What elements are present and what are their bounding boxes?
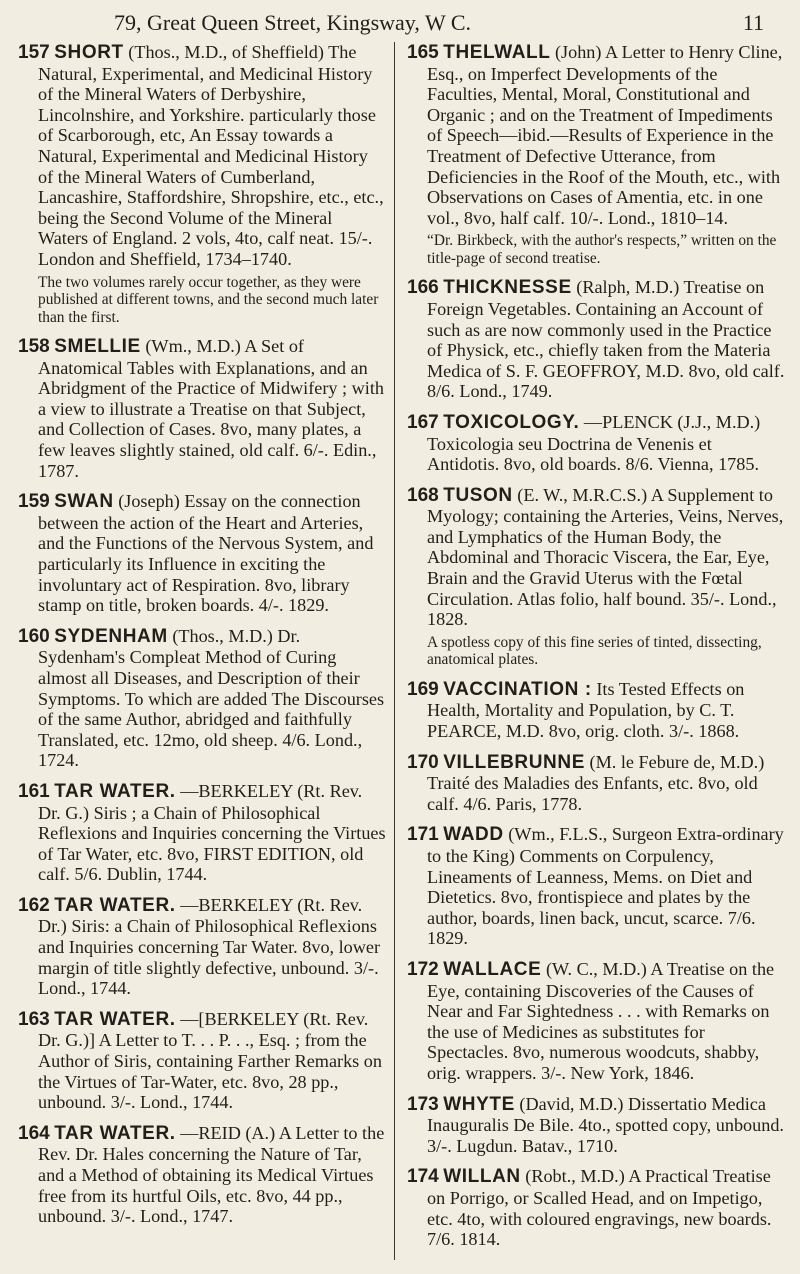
- entry-body: [18, 1009, 386, 1113]
- catalogue-entry: [18, 491, 386, 616]
- entry-number: 164: [18, 1122, 50, 1144]
- entry-name: TAR WATER.: [54, 780, 176, 802]
- entry-name: SYDENHAM: [54, 625, 168, 647]
- entry-body: [18, 781, 386, 885]
- entry-body: [18, 491, 386, 616]
- catalogue-entry: [18, 895, 386, 999]
- catalogue-entry: [407, 485, 786, 669]
- entry-description: (John) A Letter to Henry Cline, Esq., on Imperfect Developments of the Faculties, Mental, Moral, Constitutional and Organic ; and on the Treatment of Impediments of Speech—ibid.—Results of Experience in the Treatment of Defective Utterance, from Deficiencies in the Roof of the Mouth, etc., with Observations on Cases of Amentia, etc. in one vol., 8vo, half calf. 10/-. Lond., 1810–14.: [427, 42, 783, 228]
- catalogue-entry: [18, 336, 386, 481]
- page-number: 11: [742, 10, 764, 35]
- entry-name: SHORT: [54, 42, 124, 63]
- catalogue-entry: [407, 959, 786, 1084]
- entry-description: —BERKELEY (Rt. Rev. Dr.) Siris: a Chain of Philosophical Reflexions and Inquiries concerning Tar Water. 8vo, lower margin of title slightly defective, unbound. 3/-. Lond., 1744.: [38, 894, 381, 999]
- entry-body: [407, 959, 786, 1084]
- entry-description: (W. C., M.D.) A Treatise on the Eye, containing Discoveries of the Causes of Near and Far Sightedness . . . with Remarks on the use of Medicines as substitutes for Spectacles. 8vo, numerous woodcuts, shabby, orig. wrappers. 3/-. New York, 1846.: [427, 958, 775, 1083]
- catalogue-entry: [407, 1094, 786, 1157]
- entry-body: [407, 1094, 786, 1157]
- entry-description: (Joseph) Essay on the connection between the action of the Heart and Arteries, and the Functions of the Nervous System, and particularly its Influence in exciting the involuntary act of Respiration. 8vo, library stamp on title, broken boards. 4/-. 1829.: [38, 491, 374, 616]
- entry-name: THICKNESSE: [443, 277, 572, 299]
- catalogue-entry: [18, 42, 386, 326]
- entry-description: —BERKELEY (Rt. Rev. Dr. G.) Siris ; a Chain of Philosophical Reflexions and Inquiries concerning the Virtues of Tar Water, etc. 8vo, FIRST EDITION, old calf. 5/6. Dublin, 1744.: [38, 780, 386, 885]
- catalogue-entry: [407, 412, 786, 475]
- entry-description: —PLENCK (J.J., M.D.) Toxicologia seu Doctrina de Venenis et Antidotis. 8vo, old boards. 8/6. Vienna, 1785.: [427, 411, 761, 475]
- entry-number: 171: [407, 824, 439, 846]
- catalogue-entry: [407, 679, 786, 742]
- catalogue-columns: [18, 42, 786, 1260]
- entry-number: 169: [407, 678, 439, 700]
- entry-name: WHYTE: [443, 1093, 515, 1115]
- entry-description: (Robt., M.D.) A Practical Treatise on Porrigo, or Scalled Head, and on Impetigo, etc. 4to, with coloured engravings, new boards. 7/6. 1814.: [427, 1166, 772, 1250]
- entry-number: 157: [18, 42, 50, 63]
- entry-number: 168: [407, 484, 439, 506]
- entry-number: 158: [18, 336, 50, 358]
- catalogue-entry: [18, 1123, 386, 1227]
- entry-body: [407, 412, 786, 475]
- entry-name: WALLACE: [443, 958, 542, 980]
- entry-number: 159: [18, 491, 50, 513]
- catalogue-entry: [18, 1009, 386, 1113]
- entry-number: 162: [18, 894, 50, 916]
- entry-description: —[BERKELEY (Rt. Rev. Dr. G.)] A Letter to T. . . P. . ., Esq. ; from the Author of Siris, containing Farther Remarks on the Virtues of Tar-Water, etc. 8vo, 28 pp., unbound. 3/-. Lond., 1744.: [38, 1008, 382, 1113]
- entry-description: Its Tested Effects on Health, Mortality and Population, by C. T. PEARCE, M.D. 8vo, orig. cloth. 3/-. 1868.: [427, 678, 745, 742]
- entry-number: 160: [18, 625, 50, 647]
- catalogue-entry: [407, 752, 786, 815]
- entry-body: [18, 42, 386, 270]
- catalogue-entry: [407, 277, 786, 402]
- left-column: [18, 42, 394, 1260]
- entry-name: TOXICOLOGY.: [443, 411, 580, 433]
- entry-name: VILLEBRUNNE: [443, 751, 585, 773]
- entry-number: 163: [18, 1008, 50, 1030]
- entry-description: (Ralph, M.D.) Treatise on Foreign Vegetables. Containing an Account of such as are now commonly used in the Practice of Physick, etc., chiefly taken from the Materia Medica of S. F. GEOFFROY, M.D. 8vo, old calf. 8/6. Lond., 1749.: [427, 277, 785, 402]
- entry-number: 161: [18, 780, 50, 802]
- catalogue-entry: [18, 781, 386, 885]
- entry-body: [407, 679, 786, 742]
- catalogue-entry: [407, 824, 786, 949]
- entry-name: SMELLIE: [54, 336, 141, 358]
- entry-body: [407, 1166, 786, 1249]
- entry-description: (E. W., M.R.C.S.) A Supplement to Myology; containing the Arteries, Veins, Nerves, and Lymphatics of the Human Body, the Abdominal and Thoracic Viscera, the Ear, Eye, Brain and the Gravid Uterus with the Fœtal Circulation. Atlas folio, half bound. 35/-. Lond., 1828.: [427, 484, 784, 630]
- entry-body: [407, 752, 786, 815]
- entry-name: TAR WATER.: [54, 1008, 176, 1030]
- entry-name: TAR WATER.: [54, 894, 176, 916]
- entry-number: 172: [407, 958, 439, 980]
- entry-name: THELWALL: [443, 42, 551, 63]
- entry-description: (Thos., M.D., of Sheffield) The Natural, Experimental, and Medicinal History of the Mineral Waters of Derbyshire, Lincolnshire, and Yorkshire. particularly those of Scarborough, etc, An Essay towards a Natural, Experimental and Medicinal History of the Mineral Waters of Cumberland, Lancashire, Staffordshire, Shropshire, etc., etc., being the Second Volume of the Mineral Waters of England. 2 vols, 4to, calf neat. 15/-. London and Sheffield, 1734–1740.: [38, 42, 384, 269]
- entry-name: TUSON: [443, 484, 513, 506]
- page-header: [18, 10, 786, 36]
- entry-description: (David, M.D.) Dissertatio Medica Inauguralis De Bile. 4to., spotted copy, unbound. 3/-. Lugdun. Batav., 1710.: [427, 1093, 784, 1156]
- entry-description: (M. le Febure de, M.D.) Traité des Maladies des Enfants, etc. 8vo, old calf. 4/6. Paris, 1778.: [427, 751, 765, 814]
- entry-name: SWAN: [54, 491, 114, 513]
- entry-name: TAR WATER.: [54, 1122, 176, 1144]
- entry-note: The two volumes rarely occur together, as they were published at different towns, and the second much later than the first.: [38, 273, 379, 326]
- entry-number: 170: [407, 751, 439, 773]
- entry-description: (Wm., M.D.) A Set of Anatomical Tables with Explanations, and an Abridgment of the Practice of Midwifery ; with a view to illustrate a Treatise on that Subject, and Collection of Cases. 8vo, many plates, a few leaves slightly stained, old calf. 6/-. Edin., 1787.: [38, 336, 384, 481]
- entry-description: (Wm., F.L.S., Surgeon Extra-ordinary to the King) Comments on Corpulency, Lineaments of Leanness, Mems. on Diet and Dietetics. 8vo, frontispiece and plates by the author, boards, linen back, uncut, scarce. 7/6. 1829.: [427, 824, 784, 949]
- entry-number: 166: [407, 277, 439, 299]
- catalogue-entry: [18, 626, 386, 771]
- entry-number: 165: [407, 42, 439, 63]
- entry-body: [407, 824, 786, 949]
- entry-body: [18, 336, 386, 481]
- catalogue-entry: [407, 42, 786, 267]
- entry-description: (Thos., M.D.) Dr. Sydenham's Compleat Method of Curing almost all Diseases, and Description of their Symptoms. To which are added The Discourses of the same Author, abridged and faithfully Translated, etc. 12mo, old sheep. 4/6. Lond., 1724.: [38, 625, 385, 771]
- entry-number: 173: [407, 1093, 439, 1115]
- entry-body: [18, 1123, 386, 1227]
- entry-name: WILLAN: [443, 1166, 521, 1188]
- entry-number: 174: [407, 1166, 439, 1188]
- right-column: [394, 42, 786, 1260]
- entry-body: [407, 42, 786, 228]
- entry-body: [407, 485, 786, 630]
- catalogue-entry: [407, 1166, 786, 1249]
- entry-number: 167: [407, 411, 439, 433]
- entry-note: “Dr. Birkbeck, with the author's respects,” written on the title-page of second treatise.: [427, 232, 777, 267]
- entry-name: WADD: [443, 824, 504, 846]
- entry-description: —REID (A.) A Letter to the Rev. Dr. Hales concerning the Nature of Tar, and a Method of obtaining its Medical Virtues free from its hurtful Oils, etc. 8vo, 44 pp., unbound. 3/-. Lond., 1747.: [38, 1122, 385, 1227]
- entry-body: [18, 895, 386, 999]
- header-address: 79, Great Queen Street, Kingsway, W C.: [114, 10, 472, 35]
- entry-note: A spotless copy of this fine series of tinted, dissecting, anatomical plates.: [427, 633, 762, 669]
- entry-name: VACCINATION :: [443, 678, 592, 700]
- entry-body: [407, 277, 786, 402]
- entry-body: [18, 626, 386, 771]
